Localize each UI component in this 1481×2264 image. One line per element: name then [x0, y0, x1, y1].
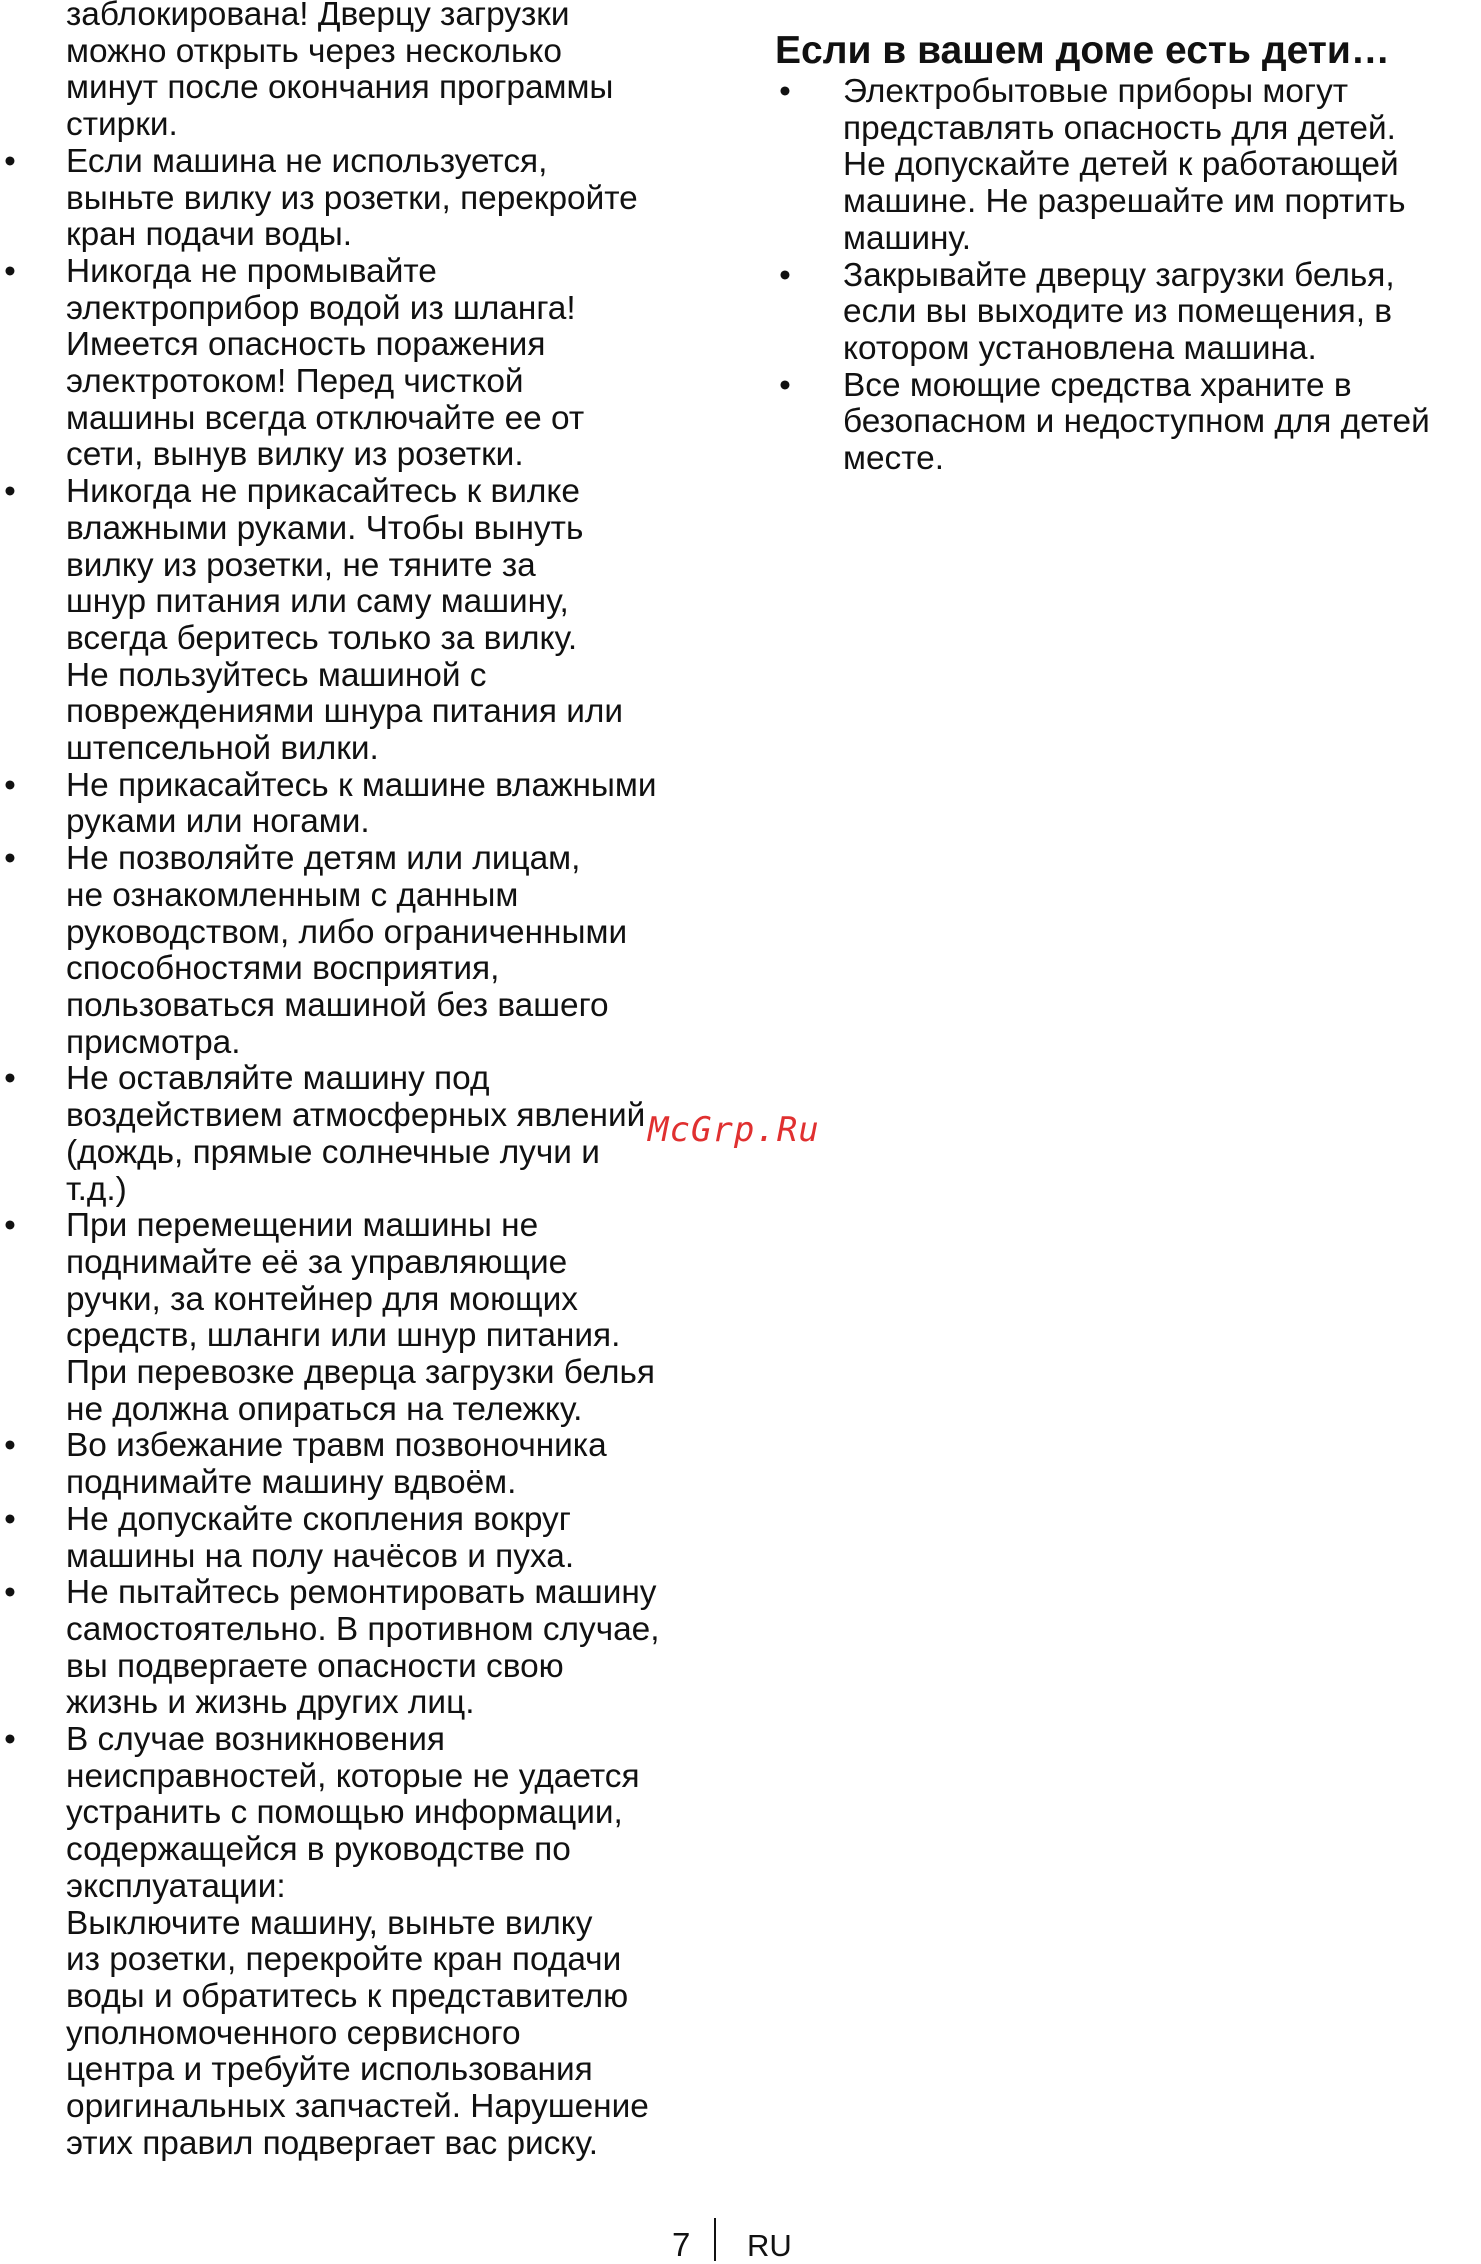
page-footer	[0, 2218, 1481, 2261]
list-item-text: Никогда не промывайте электроприбор водой из шланга! Имеется опасность поражения электротоком! Перед чисткой машины всегда отключайте ее от сети, вынув вилку из розетки.	[66, 252, 585, 474]
list-item	[0, 841, 760, 1061]
list-item	[775, 368, 1481, 478]
list-item	[0, 1722, 760, 2162]
bullet-marker: •	[4, 1500, 16, 1538]
list-item	[0, 1061, 760, 1208]
list-item-text: Не допускайте скопления вокруг машины на полу начёсов и пуха.	[66, 1500, 575, 1575]
list-item	[0, 1575, 760, 1722]
list-item	[775, 74, 1481, 258]
list-item	[0, 1428, 760, 1501]
bullet-marker: •	[4, 1721, 16, 1759]
section-heading: Если в вашем доме есть дети…	[775, 29, 1390, 72]
list-item-text: Не позволяйте детям или лицам, не ознакомленным с данным руководством, либо ограниченными способностями восприятия, пользоваться машиной без вашего присмотра.	[66, 840, 628, 1061]
continuation-paragraph: заблокирована! Дверцу загрузки можно открыть через несколько минут после окончания программы стирки.	[66, 0, 614, 144]
left-column	[0, 0, 760, 2162]
list-item-text: Никогда не прикасайтесь к вилке влажными руками. Чтобы вынуть вилку из розетки, не тяните за шнур питания или саму машину, всегда беритесь только за вилку. Не пользуйтесь машиной с повреждениями шнура питания или штепсельной вилки.	[66, 473, 624, 768]
list-item-text: Закрывайте дверцу загрузки белья, если вы выходите из помещения, в котором установлена машина.	[843, 256, 1395, 367]
bullet-marker: •	[779, 73, 791, 110]
list-item	[0, 144, 760, 254]
bullet-marker: •	[4, 840, 16, 878]
list-item	[0, 768, 760, 841]
bullet-marker: •	[779, 256, 791, 294]
list-item-text: Если машина не используется, выньте вилку из розетки, перекройте кран подачи воды.	[66, 142, 638, 254]
bullet-marker: •	[4, 142, 16, 180]
bullet-marker: •	[4, 252, 16, 290]
list-item-text: При перемещении машины не поднимайте её за управляющие ручки, за контейнер для моющих средств, шланги или шнур питания. При перевозке дверца загрузки белья не должна опираться на тележку.	[66, 1207, 655, 1428]
list-item	[775, 258, 1481, 368]
bullet-marker: •	[779, 366, 791, 404]
list-item	[0, 1502, 760, 1575]
bullet-marker: •	[4, 473, 16, 511]
safety-list-left	[0, 144, 760, 2163]
list-item-text: Не прикасайтесь к машине влажными руками или ногами.	[66, 766, 657, 841]
language-code: RU	[747, 2228, 792, 2263]
list-item-text: Электробытовые приборы могут представлять опасность для детей. Не допускайте детей к работающей машине. Не разрешайте им портить машину.	[843, 73, 1406, 257]
bullet-marker: •	[4, 1574, 16, 1612]
list-item	[0, 474, 760, 768]
list-item	[0, 254, 760, 474]
safety-list-children	[775, 74, 1481, 478]
list-item-text: Во избежание травм позвоночника поднимайте машину вдвоём.	[66, 1427, 607, 1502]
bullet-marker: •	[4, 766, 16, 804]
footer-divider	[714, 2218, 716, 2261]
list-item-text: В случае возникновения неисправностей, которые не удается устранить с помощью информации, содержащейся в руководстве по эксплуатации: Выключите машину, выньте вилку из розетки, перекройте кран подачи воды и обратитесь к представителю уполномоченного сервисного центра и требуйте использования оригинальных запчастей. Нарушение этих правил подвергает вас риску.	[66, 1721, 649, 2162]
watermark: McGrp.Ru	[648, 1110, 820, 1150]
list-item-text: Не оставляйте машину под воздействием атмосферных явлений (дождь, прямые солнечные лучи и т.д.)	[66, 1060, 646, 1208]
bullet-marker: •	[4, 1427, 16, 1465]
list-item-text: Все моющие средства храните в безопасном и недоступном для детей месте.	[843, 366, 1430, 478]
page-number: 7	[672, 2226, 691, 2263]
bullet-marker: •	[4, 1060, 16, 1098]
right-column	[775, 28, 1481, 478]
list-item	[0, 1208, 760, 1428]
list-item-text: Не пытайтесь ремонтировать машину самостоятельно. В противном случае, вы подвергаете опасности свою жизнь и жизнь других лиц.	[66, 1574, 660, 1722]
bullet-marker: •	[4, 1207, 16, 1245]
